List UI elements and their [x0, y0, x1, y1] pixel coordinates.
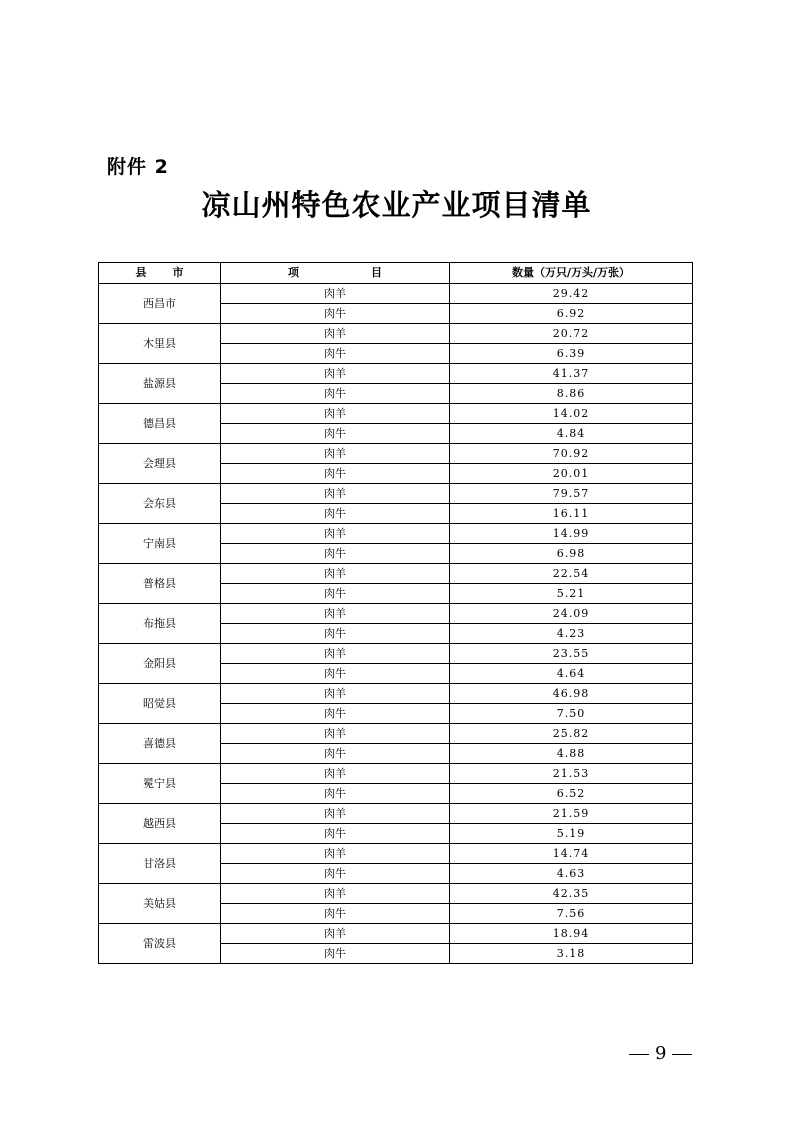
- column-header-item: [221, 263, 450, 284]
- table-row: [99, 604, 693, 624]
- table-body: [99, 284, 693, 964]
- item-cell: 肉羊: [221, 404, 450, 424]
- quantity-cell: 3.18: [450, 944, 693, 964]
- quantity-cell: 8.86: [450, 384, 693, 404]
- item-cell: 肉牛: [221, 584, 450, 604]
- table-row: [99, 404, 693, 424]
- item-cell: 肉牛: [221, 704, 450, 724]
- quantity-cell: 22.54: [450, 564, 693, 584]
- quantity-cell: 42.35: [450, 884, 693, 904]
- county-cell: 会东县: [99, 484, 221, 524]
- footer-dash-right: [672, 1054, 692, 1055]
- item-cell: 肉羊: [221, 724, 450, 744]
- item-cell: 肉牛: [221, 344, 450, 364]
- item-cell: 肉牛: [221, 464, 450, 484]
- table-row: [99, 804, 693, 824]
- item-cell: 肉牛: [221, 424, 450, 444]
- quantity-cell: 6.92: [450, 304, 693, 324]
- item-cell: 肉羊: [221, 604, 450, 624]
- table-row: [99, 884, 693, 904]
- quantity-cell: 14.02: [450, 404, 693, 424]
- item-cell: 肉牛: [221, 664, 450, 684]
- item-cell: 肉牛: [221, 384, 450, 404]
- quantity-cell: 6.52: [450, 784, 693, 804]
- column-header-item-char1: 项: [288, 266, 299, 279]
- county-cell: 宁南县: [99, 524, 221, 564]
- quantity-cell: 25.82: [450, 724, 693, 744]
- item-cell: 肉牛: [221, 784, 450, 804]
- quantity-cell: 4.23: [450, 624, 693, 644]
- quantity-cell: 21.59: [450, 804, 693, 824]
- item-cell: 肉牛: [221, 624, 450, 644]
- quantity-cell: 79.57: [450, 484, 693, 504]
- quantity-cell: 7.50: [450, 704, 693, 724]
- table-row: [99, 524, 693, 544]
- item-cell: 肉牛: [221, 504, 450, 524]
- table-row: [99, 284, 693, 304]
- column-header-county: [99, 263, 221, 284]
- table-row: [99, 564, 693, 584]
- column-header-quantity: 数量（万只/万头/万张）: [450, 263, 693, 284]
- table-row: [99, 364, 693, 384]
- quantity-cell: 18.94: [450, 924, 693, 944]
- quantity-cell: 16.11: [450, 504, 693, 524]
- quantity-cell: 6.98: [450, 544, 693, 564]
- quantity-cell: 14.74: [450, 844, 693, 864]
- item-cell: 肉羊: [221, 924, 450, 944]
- quantity-cell: 5.19: [450, 824, 693, 844]
- item-cell: 肉牛: [221, 304, 450, 324]
- quantity-cell: 20.72: [450, 324, 693, 344]
- table-row: [99, 644, 693, 664]
- item-cell: 肉羊: [221, 764, 450, 784]
- quantity-cell: 29.42: [450, 284, 693, 304]
- table-header-row: [99, 263, 693, 284]
- footer-dash-left: [629, 1054, 649, 1055]
- column-header-county-char2: 市: [172, 266, 184, 279]
- item-cell: 肉牛: [221, 904, 450, 924]
- table-row: [99, 324, 693, 344]
- item-cell: 肉羊: [221, 444, 450, 464]
- item-cell: 肉牛: [221, 744, 450, 764]
- document-title: 凉山州特色农业产业项目清单: [201, 188, 592, 222]
- table-row: [99, 924, 693, 944]
- county-cell: 普格县: [99, 564, 221, 604]
- county-cell: 金阳县: [99, 644, 221, 684]
- item-cell: 肉牛: [221, 544, 450, 564]
- quantity-cell: 23.55: [450, 644, 693, 664]
- quantity-cell: 4.64: [450, 664, 693, 684]
- table-row: [99, 684, 693, 704]
- table-row: [99, 764, 693, 784]
- item-cell: 肉羊: [221, 684, 450, 704]
- quantity-cell: 5.21: [450, 584, 693, 604]
- item-cell: 肉牛: [221, 824, 450, 844]
- attachment-label: 附件 2: [107, 156, 169, 178]
- quantity-cell: 20.01: [450, 464, 693, 484]
- county-cell: 雷波县: [99, 924, 221, 964]
- column-header-county-char1: 县: [135, 266, 147, 279]
- table-row: [99, 844, 693, 864]
- item-cell: 肉羊: [221, 564, 450, 584]
- item-cell: 肉牛: [221, 944, 450, 964]
- quantity-cell: 4.63: [450, 864, 693, 884]
- item-cell: 肉羊: [221, 484, 450, 504]
- county-cell: 会理县: [99, 444, 221, 484]
- column-header-item-char2: 目: [371, 266, 382, 279]
- county-cell: 美姑县: [99, 884, 221, 924]
- quantity-cell: 21.53: [450, 764, 693, 784]
- county-cell: 甘洛县: [99, 844, 221, 884]
- item-cell: 肉羊: [221, 644, 450, 664]
- county-cell: 德昌县: [99, 404, 221, 444]
- county-cell: 越西县: [99, 804, 221, 844]
- quantity-cell: 6.39: [450, 344, 693, 364]
- county-cell: 西昌市: [99, 284, 221, 324]
- item-cell: 肉羊: [221, 804, 450, 824]
- quantity-cell: 4.84: [450, 424, 693, 444]
- project-list-table: [98, 262, 693, 964]
- item-cell: 肉羊: [221, 524, 450, 544]
- county-cell: 盐源县: [99, 364, 221, 404]
- quantity-cell: 4.88: [450, 744, 693, 764]
- county-cell: 喜德县: [99, 724, 221, 764]
- quantity-cell: 46.98: [450, 684, 693, 704]
- table-row: [99, 724, 693, 744]
- county-cell: 布拖县: [99, 604, 221, 644]
- item-cell: 肉羊: [221, 884, 450, 904]
- item-cell: 肉羊: [221, 844, 450, 864]
- page-footer: [623, 1043, 698, 1064]
- item-cell: 肉羊: [221, 324, 450, 344]
- quantity-cell: 7.56: [450, 904, 693, 924]
- item-cell: 肉牛: [221, 864, 450, 884]
- table-row: [99, 484, 693, 504]
- quantity-cell: 70.92: [450, 444, 693, 464]
- county-cell: 木里县: [99, 324, 221, 364]
- item-cell: 肉羊: [221, 364, 450, 384]
- page-number: 9: [655, 1043, 667, 1064]
- quantity-cell: 24.09: [450, 604, 693, 624]
- county-cell: 冕宁县: [99, 764, 221, 804]
- county-cell: 昭觉县: [99, 684, 221, 724]
- quantity-cell: 14.99: [450, 524, 693, 544]
- quantity-cell: 41.37: [450, 364, 693, 384]
- table-row: [99, 444, 693, 464]
- item-cell: 肉羊: [221, 284, 450, 304]
